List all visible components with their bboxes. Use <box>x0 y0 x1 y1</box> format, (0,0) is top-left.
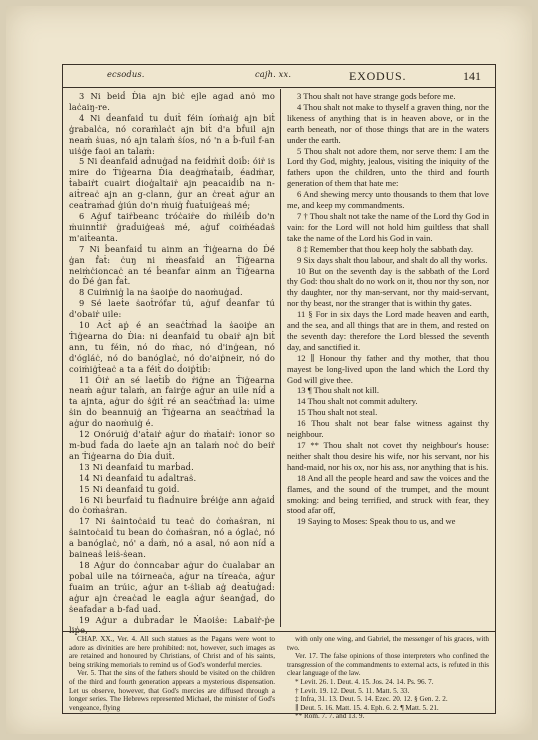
english-verse: 10 But on the seventh day is the sabbath of the Lord thy God: thou shalt do no work on it, thou nor thy son, nor thy daughter, nor thy man-servant, nor thy maid-servant, nor thy beast, nor the stranger that is within thy gates. <box>287 265 489 309</box>
english-verse: 19 Saying to Moses: Speak thou to us, and we <box>297 516 456 527</box>
english-verse: 18 And all the people heard and saw the voices and the flames, and the sound of the trumpet, and the mount smoking: and being terrified, and struck with fear, they stood afar off, <box>287 472 489 516</box>
irish-verse: 11 Óiṙ an sé laeṫiḃ do ṙiġne an Ṫiġearna neaṁ aġur talaṁ, an fairġe aġur an uile níḋ a ta ajnta, aġur do ṡġiṫ ré an seaċṫṁaḋ la: uime ṡin do beannuiġ an Ṫiġearna an seaċṫṁaḋ la aġur do naoṁuiġ é. <box>69 374 275 429</box>
irish-verse: 9 Sé laeṫe ṡaoṫrófar tú, aġuf ḋeanfar tú d'obaiṙ uile: <box>69 298 275 320</box>
english-verse: 12 ∥ Honour thy father and thy mother, that thou mayest be long-lived upon the land which the Lord thy God will give thee. <box>287 352 489 385</box>
irish-verse: 15 Ni ḋeanfaiḋ tu goiḋ. <box>79 483 180 494</box>
english-verse: 13 ¶ Thou shalt not kill. <box>297 385 380 396</box>
english-verse: 4 Thou shalt not make to thyself a graven thing, nor the likeness of anything that is in heaven above, or in the earth beneath, nor of those things that are in the waters under the earth. <box>287 101 489 145</box>
english-verse: 8 ‡ Remember that thou keep holy the sabbath day. <box>297 243 474 254</box>
footnote: Ver. 17. The false opinions of those interpreters who confined the transgression of the commandments to external acts, is refuted in this clear language of the law. <box>287 652 489 678</box>
footnote-rule <box>63 631 495 632</box>
cross-reference: † Levit. 19. 12. Deut. 5. 11. Matt. 5. 33. <box>295 686 410 695</box>
cross-reference: ∥ Deut. 5. 16. Matt. 15. 4. Eph. 6. 2. ¶ Matt. 5. 21. <box>295 703 439 712</box>
irish-verse: 17 Ni ṡaintoċaiḋ tu teaċ do ċoṁaṡran, ni ṡaintoċaiḋ tu bean do ċoṁaṡran, nó a óglaċ, nó a banóglaċ, nó' a ḋaṁ, nó a asal, nó aon níḋ a baineaṡ leiṡ-ṡean. <box>69 516 275 560</box>
irish-verse: 3 Ni beiḋ Ḋia ajn biċ ejle agad anȯ mo laċaiŋ-re. <box>69 91 275 112</box>
english-verse: 16 Thou shalt not bear false witness against thy neighbour. <box>287 418 489 440</box>
english-verse: 6 And shewing mercy unto thousands to them that love me, and keep my commandments. <box>287 189 489 211</box>
english-verse: 14 Thou shalt not commit adultery. <box>297 396 418 407</box>
irish-verse: 16 Ni ḃeurfaiḋ tu fiaḋnuire ḃréiġe ann aġaiḋ do ċoṁaṡran. <box>69 494 275 516</box>
footnotes-right <box>287 635 489 721</box>
english-verse: 5 Thou shalt not adore them, nor serve them: I am the Lord thy God, mighty, jealous, visiting the iniquity of the fathers upon the children, unto the third and fourth generation of them that hate me: <box>287 145 489 189</box>
irish-book-title: ecsodus. <box>107 69 145 79</box>
footnote: Ver. 5. That the sins of the fathers should be visited on the children of the third and fourth generation appears a mysterious dispensation. Let us observe, however, that God's mercies are diffused through a longer series. The Hebrews represented Michael, the minister of God's vengeance, flying <box>69 669 275 712</box>
irish-verse: 10 Acṫ aṗ é an seaċṫṁaḋ la ṡaoiṗe an Ṫiġearna do Ḋia: ni ḋeanfaiḋ tu obaiṙ ajn biṫ ann, tu féin, nó do ṁac, nó d'inġean, nó d'ógláċ, nó do banóglaċ, nó do'aiṗneir, nó do coiṁiġṫeaċ a ta a féiṫ do ḋoiṗṫiḃ: <box>69 320 275 374</box>
irish-verse: 7 Ni ḃeanfaiḋ tu ainm an Ṫiġearna do Ḋé ġan ḟaṫ: ċuŋ ni ṁeasfaiḋ an Ṫiġearna neiṁċioncaċ an té ḃeanfar ainm an Ṫiġearna do Ḋé ġan ḟaṫ. <box>69 243 275 287</box>
irish-verse: 12 Onóruiġ d'aṫaiṙ aġur do ṁaṫaiṙ: ionor so m-buḋ faḋa do laeṫe ajn an talaṁ noċ do beiṙ an Ṫiġearna do Ḋia ḋuiṫ. <box>69 429 275 461</box>
cross-reference: ** Rom. 7. 7. and 13. 9. <box>295 712 365 721</box>
english-verse: 3 Thou shalt not have strange gods before me. <box>297 91 456 101</box>
cross-reference: ‡ Infra, 31. 13. Deut. 5. 14. Ezec. 20. 12. § Gen. 2. 2. <box>295 695 448 704</box>
footnotes-left <box>69 635 275 711</box>
english-verse: 15 Thou shalt not steal. <box>297 407 378 418</box>
running-header <box>63 65 495 88</box>
page-frame <box>62 64 496 721</box>
irish-verse: 18 Aġur do ċonncabar aġur do ċualabar an pobal uile na tóirneaċa, aġur na tíreaċa, aġur fuaim an trúic, aġur an t-ṡliab aġ deaṫuġaḋ: aġur ajn ċreaċad le eagla aġur ṡeanġaḋ, do ṡeafaḋar a b-faḋ uaḋ. <box>69 559 275 614</box>
irish-verse: 14 Ni ḋeanfaiḋ tu aḋaltraṡ. <box>79 472 197 483</box>
english-book-title: EXODUS. <box>349 69 407 83</box>
irish-verse: 6 Aġuf taiṙbeanc tróċaiṙe do ṁiléiḃ do'n ṁuinnṫiṙ ġraḋuiġeaṡ mé, aġuf coiṁéadaṡ m'aiṫeanta. <box>69 210 275 243</box>
cross-reference: * Levit. 26. 1. Deut. 4. 15. Jos. 24. 14. Ps. 96. 7. <box>295 677 434 686</box>
irish-verse: 19 Aġur a duḃraḋar le Ṁaoiṡe: Labaiṙ-ṗe <box>79 614 275 625</box>
column-divider <box>280 89 281 627</box>
irish-verse: 5 Ni ḋeanfaiḋ aḋnuġaḋ na feiḋṁiṫ doiḃ: óiṙ is mire do Ṫiġearna Ḋia deaġṁaṫaiḃ, éadṁar, ṫabaiṙt cuairt ḋioġaltaiṙ ajn peacaiḋiḃ na n-aiṫreaċ ajn an g-clann, ġur an ċreaṫ aġur an ceaṫraṁaḋ ġiún do'n ṁuiġ ḟuaṫuiġeaṡ mé; <box>69 156 275 211</box>
footnote: CHAP. XX., Ver. 4. All such statues as the Pagans were wont to adore as divinities are here prohibited: not, however, such images as are retained and honoured by Christians, of Christ and of his saints, being striking memorials to remind us of God's wonderful mercies. <box>69 635 275 669</box>
english-column <box>287 91 489 619</box>
book-page <box>6 6 532 734</box>
english-verse: 17 ** Thou shalt not covet thy neighbour's house: neither shalt thou desire his wife, nor his servant, nor his hand-maid, nor his ox, nor his ass, nor anything that is his. <box>287 440 489 472</box>
english-verse: 9 Six days shalt thou labour, and shalt do all thy works. <box>297 254 488 265</box>
english-verse: 7 † Thou shalt not take the name of the Lord thy God in vain: for the Lord will not hold him guiltless that shall take the name of the Lord his God in vain. <box>287 210 489 243</box>
irish-column <box>69 91 275 625</box>
footnote: with only one wing, and Gabriel, the messenger of his graces, with two. <box>287 635 489 652</box>
irish-verse: 8 Cuiṁniġ la na ṡaoiṗe do naoṁuġaḋ. <box>79 287 243 298</box>
page-number: 141 <box>463 69 481 83</box>
irish-verse: 13 Ni ḋeanfaiḋ tu marḃaḋ. <box>79 461 194 472</box>
irish-verse: 4 Ni ḋeanfaiḋ tu ḋuiṫ féin íoṁaiġ ajn biṫ ġrabalċa, nó coraṁlaċt ajn biṫ d'a bḟuil ajn neaṁ ṡuas, nó ajn talaṁ ṡíos, nó 'n a ḃ-fuil f-an uiṡġe faoi an talaṁ: <box>69 112 275 156</box>
irish-chapter: cajh. xx. <box>255 69 292 79</box>
english-verse: 11 § For in six days the Lord made heaven and earth, and the sea, and all things that are in them, and rested on the seventh day: therefore the Lord blessed the seventh day, and sanctified it. <box>287 309 489 352</box>
